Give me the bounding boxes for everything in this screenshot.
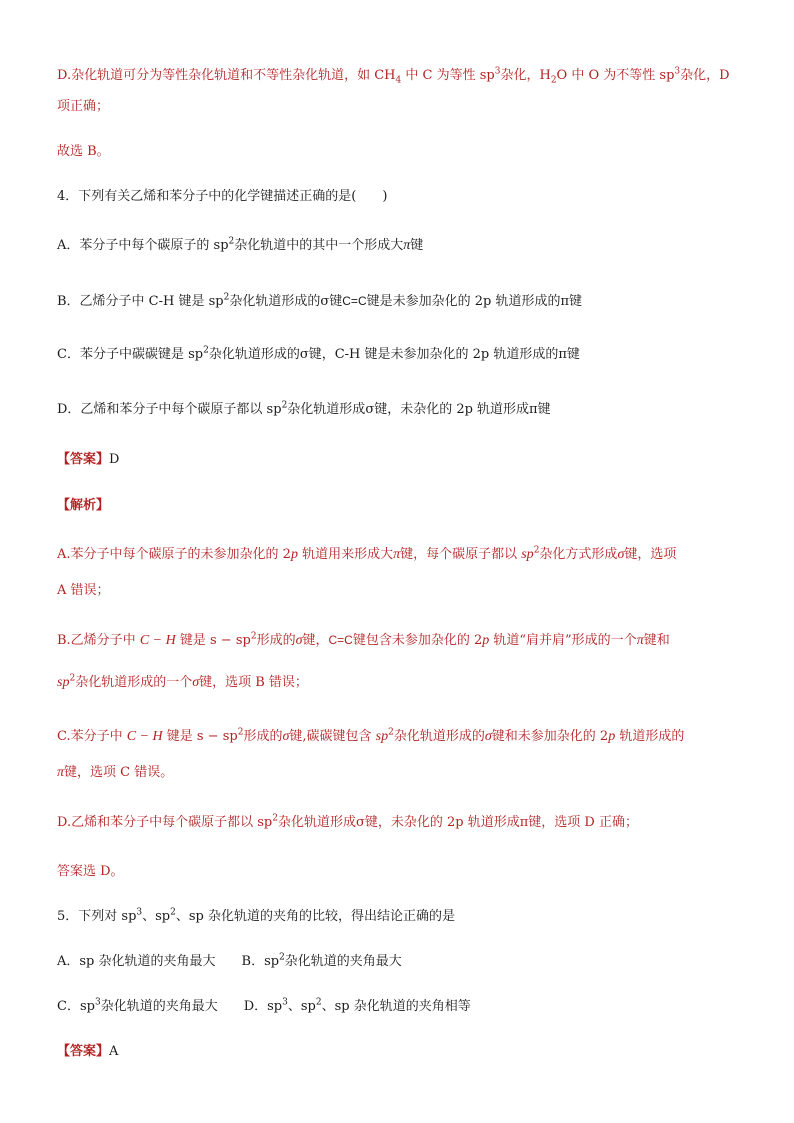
q3-explanation-d-line2: 项正确； [57,99,110,114]
q5-options-row1: A．sp 杂化轨道的夹角最大 B．$sp^2$杂化轨道的夹角最大 [57,952,402,969]
q4-explanation-b-line1: B.乙烯分子中 C − H 键是 $s - sp^2$形成的σ键，C=C键包含未参加杂化的 2p 轨道“肩并肩”形成的一个π键和 [57,631,670,648]
q4-option-b: B．乙烯分子中 C-H 键是 $sp^2$杂化轨道形成的σ键C=C键是未参加杂化的 2p 轨道形成的π键 [57,292,583,309]
q4-explanation-c-line2: π键，选项 C 错误。 [57,765,174,780]
q3-conclusion: 故选 B。 [57,144,110,159]
q4-explanation-a-line2: A 错误； [57,583,110,598]
q4-option-d: D．乙烯和苯分子中每个碳原子都以 $sp^2$杂化轨道形成σ键，未杂化的 2p 轨道形成π键 [57,400,551,417]
double-bond-symbol: C=C [342,294,367,308]
q4-conclusion: 答案选 D。 [57,864,124,879]
q3-explanation-d-line1: D.杂化轨道可分为等性杂化轨道和不等性杂化轨道，如 $CH_4$ 中 C 为等性 $sp^3$杂化，$H_2O$ 中 O 为不等性 $sp^3$杂化，D [57,66,730,86]
q5-stem: 5．下列对 $sp^3$、$sp^2$、sp 杂化轨道的夹角的比较，得出结论正确的是 [57,907,456,924]
q4-stem: 4．下列有关乙烯和苯分子中的化学键描述正确的是( ) [57,189,388,204]
double-bond-symbol: C=C [328,633,353,647]
q4-explanation-b-line2: $sp^2$杂化轨道形成的一个σ键，选项 B 错误； [57,673,308,690]
q4-analysis-label: 【解析】 [57,498,110,513]
q4-explanation-a-line1: A.苯分子中每个碳原子的未参加杂化的 2p 轨道用来形成大π键，每个碳原子都以 $sp^2$杂化方式形成σ键，选项 [57,545,677,562]
q4-option-a: A．苯分子中每个碳原子的 $sp^2$杂化轨道中的其中一个形成大π键 [57,236,424,253]
q4-option-c: C．苯分子中碳碳键是 $sp^2$杂化轨道形成的σ键，C-H 键是未参加杂化的 2p 轨道形成的π键 [57,345,580,362]
q5-answer: 【答案】A [57,1044,119,1059]
q4-explanation-c-line1: C.苯分子中 C − H 键是 $s - sp^2$形成的σ键,碳碳键包含 $sp^2$杂化轨道形成的σ键和未参加杂化的 2p 轨道形成的 [57,727,685,744]
q5-options-row2: C．$sp^3$杂化轨道的夹角最大 D．$sp^3$、$sp^2$、sp 杂化轨道的夹角相等 [57,997,471,1014]
q4-explanation-d: D.乙烯和苯分子中每个碳原子都以 $sp^2$杂化轨道形成σ键，未杂化的 2p 轨道形成π键，选项 D 正确； [57,813,638,830]
q4-answer: 【答案】D [57,452,120,467]
